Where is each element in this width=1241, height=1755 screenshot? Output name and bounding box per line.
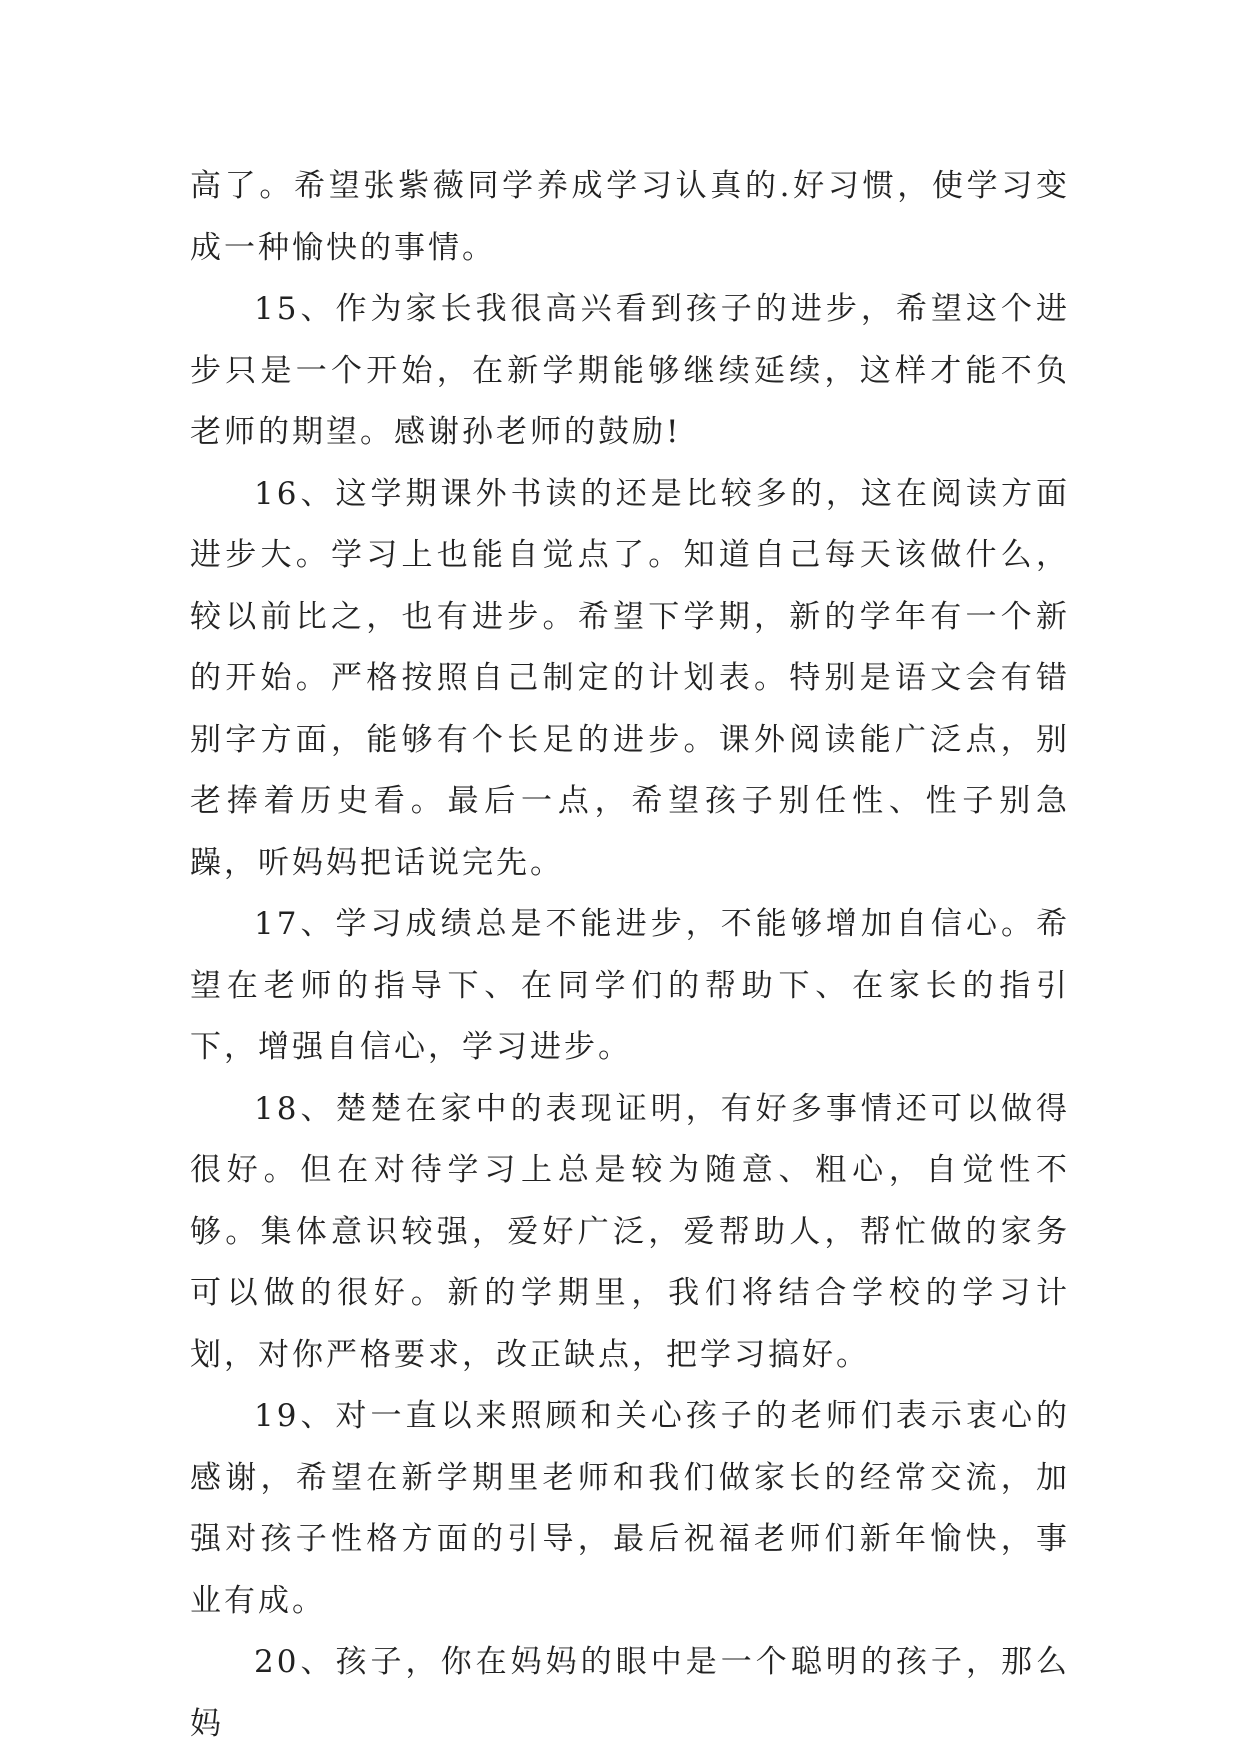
paragraph-19: 19、对一直以来照顾和关心孩子的老师们表示衷心的感谢，希望在新学期里老师和我们做家长的经常交流，加强对孩子性格方面的引导，最后祝福老师们新年愉快，事业有成。 — [190, 1398, 1070, 1619]
paragraph-18: 18、楚楚在家中的表现证明，有好多事情还可以做得很好。但在对待学习上总是较为随意、粗心，自觉性不够。集体意识较强，爱好广泛，爱帮助人，帮忙做的家务可以做的很好。新的学期里，我们将结合学校的学习计划，对你严格要求，改正缺点，把学习搞好。 — [190, 1090, 1070, 1373]
paragraph-16: 16、这学期课外书读的还是比较多的，这在阅读方面进步大。学习上也能自觉点了。知道自己每天该做什么，较以前比之，也有进步。希望下学期，新的学年有一个新的开始。严格按照自己制定的计划表。特别是语文会有错别字方面，能够有个长足的进步。课外阅读能广泛点，别老捧着历史看。最后一点，希望孩子别任性、性子别急躁，听妈妈把话说完先。 — [190, 475, 1070, 881]
paragraph-20: 20、孩子，你在妈妈的眼中是一个聪明的孩子，那么妈 — [190, 1644, 1070, 1742]
paragraph-14-continued: 高了。希望张紫薇同学养成学习认真的.好习惯，使学习变成一种愉快的事情。 — [190, 168, 1070, 266]
paragraph-15: 15、作为家长我很高兴看到孩子的进步，希望这个进步只是一个开始，在新学期能够继续延续，这样才能不负老师的期望。感谢孙老师的鼓励! — [190, 291, 1070, 450]
document-body — [190, 156, 1070, 1755]
paragraph-17: 17、学习成绩总是不能进步，不能够增加自信心。希望在老师的指导下、在同学们的帮助下、在家长的指引下，增强自信心，学习进步。 — [190, 906, 1070, 1065]
